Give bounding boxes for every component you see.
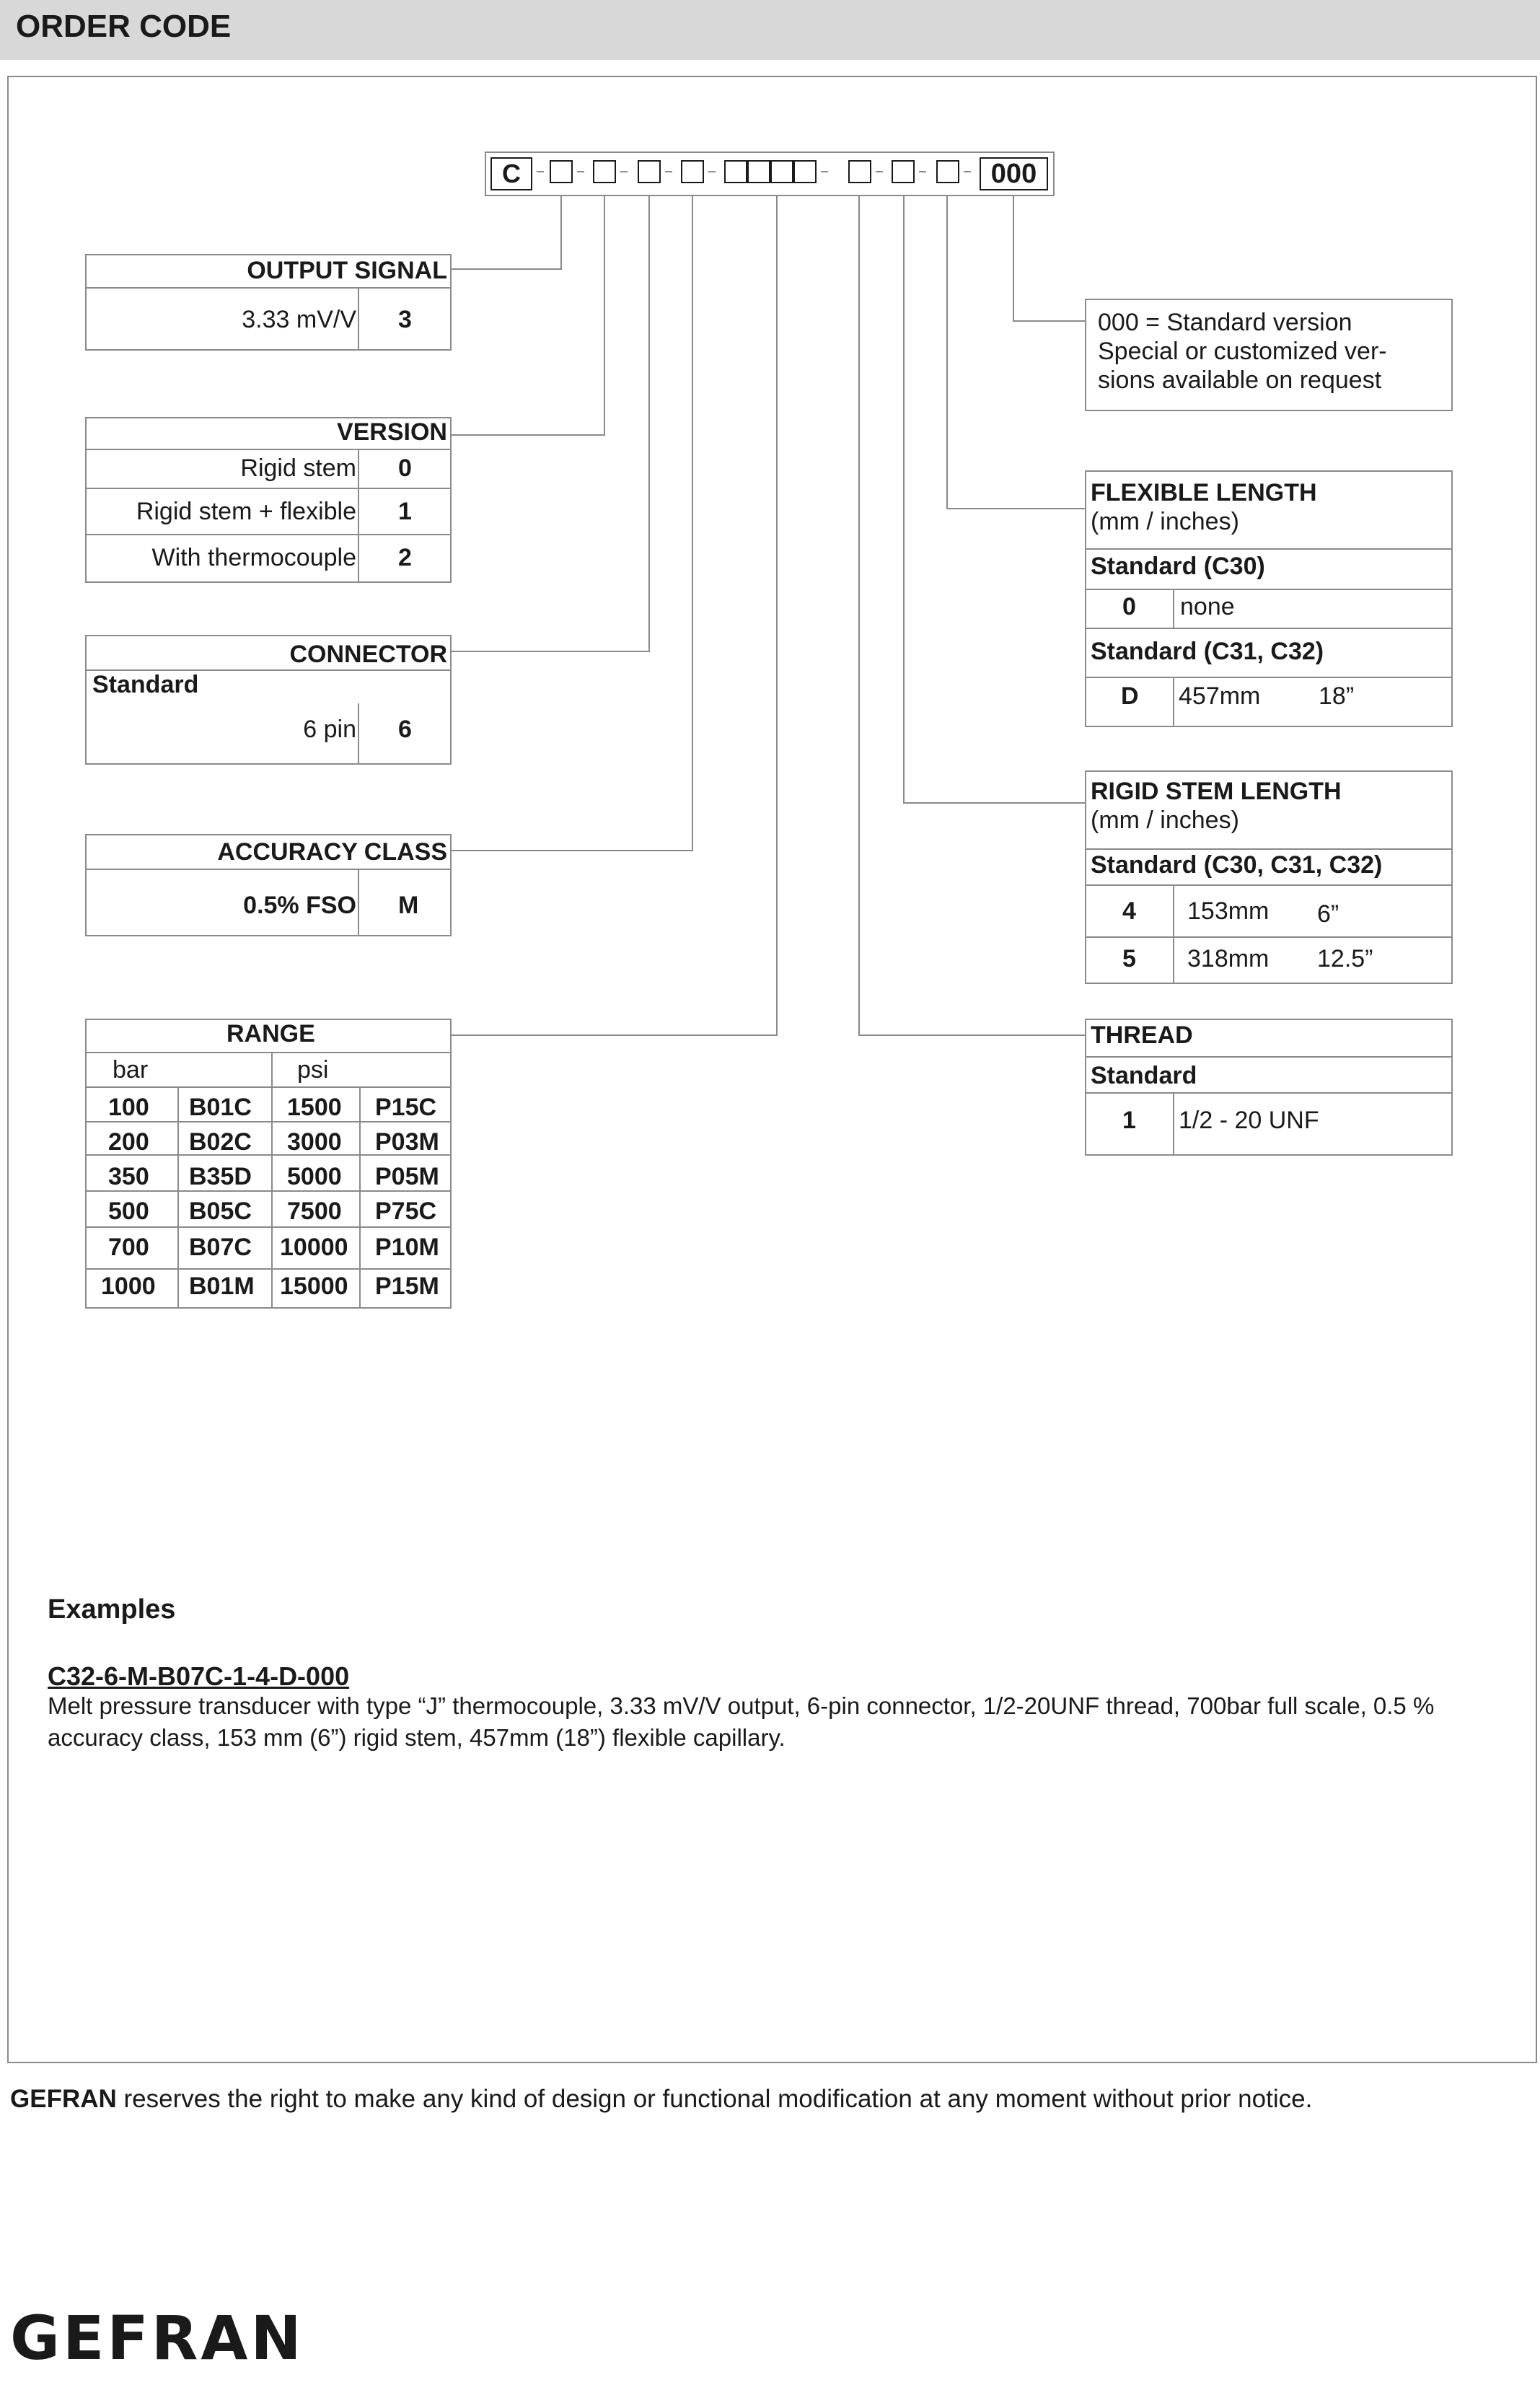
leader-line [648, 196, 650, 652]
connector-label: 6 pin [303, 716, 356, 743]
code-separator [708, 171, 716, 172]
table-divider [359, 1086, 361, 1309]
examples-title: Examples [48, 1594, 176, 1625]
rigid-stem-std: Standard (C30, C31, C32) [1091, 851, 1383, 879]
rigid-stem-inch: 6” [1317, 900, 1339, 928]
leader-line [858, 196, 860, 1036]
accuracy-label: 0.5% FSO [243, 892, 356, 919]
code-separator [919, 171, 926, 172]
code-separator [620, 171, 628, 172]
table-divider [1085, 936, 1453, 938]
output-signal-label: 3.33 mV/V [242, 306, 356, 333]
range-psi: 7500 [287, 1198, 342, 1225]
range-psi: 1500 [287, 1094, 342, 1121]
code-slot-accuracy [681, 160, 704, 183]
table-divider [85, 449, 452, 450]
table-divider [358, 869, 359, 936]
table-divider [1085, 677, 1453, 678]
disclaimer [10, 2085, 1312, 2114]
leader-line [452, 651, 650, 652]
flexible-std-c30: Standard (C30) [1091, 553, 1265, 580]
table-divider [85, 534, 452, 535]
leader-line [858, 1034, 1085, 1036]
table-divider [85, 1052, 452, 1053]
version-label: With thermocouple [151, 544, 356, 571]
accuracy-code: M [398, 892, 419, 919]
table-divider [358, 449, 359, 583]
table-divider [85, 1268, 452, 1270]
code-slot-range-4 [793, 160, 817, 183]
leader-line [604, 196, 605, 436]
flexible-std-c31: Standard (C31, C32) [1091, 638, 1324, 665]
range-bar: 1000 [101, 1273, 156, 1300]
range-bar-code: B05C [189, 1198, 252, 1225]
range-bar-code: B35D [189, 1163, 252, 1190]
leader-line [903, 802, 1085, 804]
table-divider [85, 869, 452, 870]
table-divider [271, 1052, 273, 1309]
table-divider [1173, 884, 1174, 984]
range-bar-code: B01C [189, 1094, 252, 1121]
code-slot-range-1 [724, 160, 747, 183]
leader-line [903, 196, 905, 804]
range-title: RANGE [226, 1020, 315, 1047]
rigid-stem-title: RIGID STEM LENGTH [1091, 778, 1342, 805]
code-slot-output [550, 160, 573, 183]
range-psi-code: P05M [375, 1163, 439, 1190]
range-psi-code: P10M [375, 1234, 439, 1261]
page-title: ORDER CODE [16, 9, 232, 44]
table-divider [1173, 677, 1174, 727]
range-psi: 15000 [280, 1273, 348, 1300]
table-divider [85, 1226, 452, 1228]
range-bar: 100 [108, 1094, 149, 1121]
thread-code: 1 [1122, 1107, 1136, 1134]
rigid-stem-code: 4 [1122, 897, 1136, 925]
leader-line [452, 1034, 778, 1036]
table-divider [1085, 1056, 1453, 1058]
disclaimer-text: reserves the right to make any kind of design or functional modification at any moment without prior notice. [116, 2085, 1313, 2113]
leader-line [692, 196, 693, 851]
rigid-stem-mm: 318mm [1187, 945, 1270, 972]
table-divider [1085, 884, 1453, 886]
example-code: C32-6-M-B07C-1-4-D-000 [48, 1661, 350, 1691]
flexible-value: none [1180, 593, 1235, 620]
table-divider [85, 287, 452, 289]
leader-line [1013, 320, 1085, 322]
range-bar: 500 [108, 1198, 149, 1225]
flexible-mm: 457mm [1179, 682, 1261, 710]
leader-line [452, 268, 562, 270]
table-divider [1173, 1092, 1174, 1156]
range-bar: 350 [108, 1163, 149, 1190]
code-slot-connector [638, 160, 661, 183]
code-slot-version [593, 160, 616, 183]
flexible-inch: 18” [1319, 682, 1355, 710]
range-psi-code: P75C [375, 1198, 437, 1225]
code-slot-rigid-stem [892, 160, 915, 183]
output-signal-title: OUTPUT SIGNAL [247, 257, 447, 284]
table-divider [1085, 628, 1453, 629]
code-separator [577, 171, 584, 172]
table-divider [1085, 848, 1453, 850]
range-bar-code: B07C [189, 1234, 252, 1261]
output-signal-code: 3 [398, 306, 412, 333]
connector-subtitle: Standard [92, 671, 199, 698]
version-code: 1 [398, 498, 412, 525]
range-psi-code: P15C [375, 1094, 437, 1121]
version-code: 2 [398, 544, 412, 571]
table-divider [358, 703, 359, 765]
code-suffix: 000 [980, 157, 1048, 190]
range-psi-code: P03M [375, 1128, 439, 1156]
standard-version-line: 000 = Standard version [1098, 309, 1352, 336]
table-divider [177, 1086, 179, 1309]
flexible-code: 0 [1122, 593, 1136, 620]
table-divider [85, 488, 452, 489]
table-divider [358, 287, 359, 351]
connector-title: CONNECTOR [289, 641, 447, 668]
flexible-length-unit: (mm / inches) [1091, 508, 1239, 535]
code-prefix: C [490, 157, 532, 190]
table-divider [1085, 589, 1453, 590]
range-bar-code: B01M [189, 1273, 255, 1300]
leader-line [1013, 196, 1014, 322]
code-separator [876, 171, 883, 172]
leader-line [452, 434, 605, 436]
leader-line [452, 850, 693, 851]
flexible-length-title: FLEXIBLE LENGTH [1091, 479, 1317, 506]
range-col-psi: psi [297, 1056, 329, 1084]
range-bar: 700 [108, 1234, 149, 1261]
version-code: 0 [398, 454, 412, 482]
connector-code: 6 [398, 716, 412, 743]
version-label: Rigid stem [240, 454, 356, 482]
code-slot-range-2 [747, 160, 770, 183]
accuracy-title: ACCURACY CLASS [217, 838, 447, 866]
rigid-stem-code: 5 [1122, 945, 1136, 972]
range-psi: 5000 [287, 1163, 342, 1190]
leader-line [776, 196, 778, 1036]
header-bar [0, 0, 1540, 60]
rigid-stem-inch: 12.5” [1317, 945, 1373, 972]
flexible-code: D [1121, 682, 1139, 710]
code-separator [537, 171, 544, 172]
version-title: VERSION [336, 418, 447, 446]
table-divider [1085, 1092, 1453, 1094]
code-separator [665, 171, 672, 172]
code-separator [964, 171, 971, 172]
example-description: Melt pressure transducer with type “J” thermocouple, 3.33 mV/V output, 6-pin connector, 1/2-20UNF thread, 700bar full scale, 0.5 % accuracy class, 153 mm (6”) rigid stem, 457mm (18”) flexible capillary. [48, 1692, 1435, 1751]
rigid-stem-mm: 153mm [1187, 897, 1270, 925]
gefran-logo: GEFRAN [10, 2303, 304, 2373]
thread-value: 1/2 - 20 UNF [1179, 1107, 1319, 1134]
leader-line [560, 196, 562, 270]
disclaimer-brand: GEFRAN [10, 2085, 117, 2113]
range-psi: 3000 [287, 1128, 342, 1156]
code-slot-range-3 [770, 160, 793, 183]
range-col-bar: bar [113, 1056, 149, 1084]
table-divider [85, 1086, 452, 1088]
standard-version-line: sions available on request [1098, 366, 1382, 394]
range-bar-code: B02C [189, 1128, 252, 1156]
code-slot-thread [848, 160, 871, 183]
thread-title: THREAD [1091, 1022, 1193, 1049]
code-slot-flexible [936, 160, 959, 183]
leader-line [946, 196, 948, 509]
table-divider [1173, 589, 1174, 628]
range-psi: 10000 [280, 1234, 348, 1261]
leader-line [946, 508, 1085, 509]
range-psi-code: P15M [375, 1273, 439, 1300]
thread-std: Standard [1091, 1062, 1197, 1089]
rigid-stem-unit: (mm / inches) [1091, 807, 1239, 834]
version-label: Rigid stem + flexible [136, 498, 356, 525]
table-divider [1085, 548, 1453, 550]
code-separator [821, 171, 828, 172]
range-bar: 200 [108, 1128, 149, 1156]
standard-version-line: Special or customized ver- [1098, 338, 1387, 365]
